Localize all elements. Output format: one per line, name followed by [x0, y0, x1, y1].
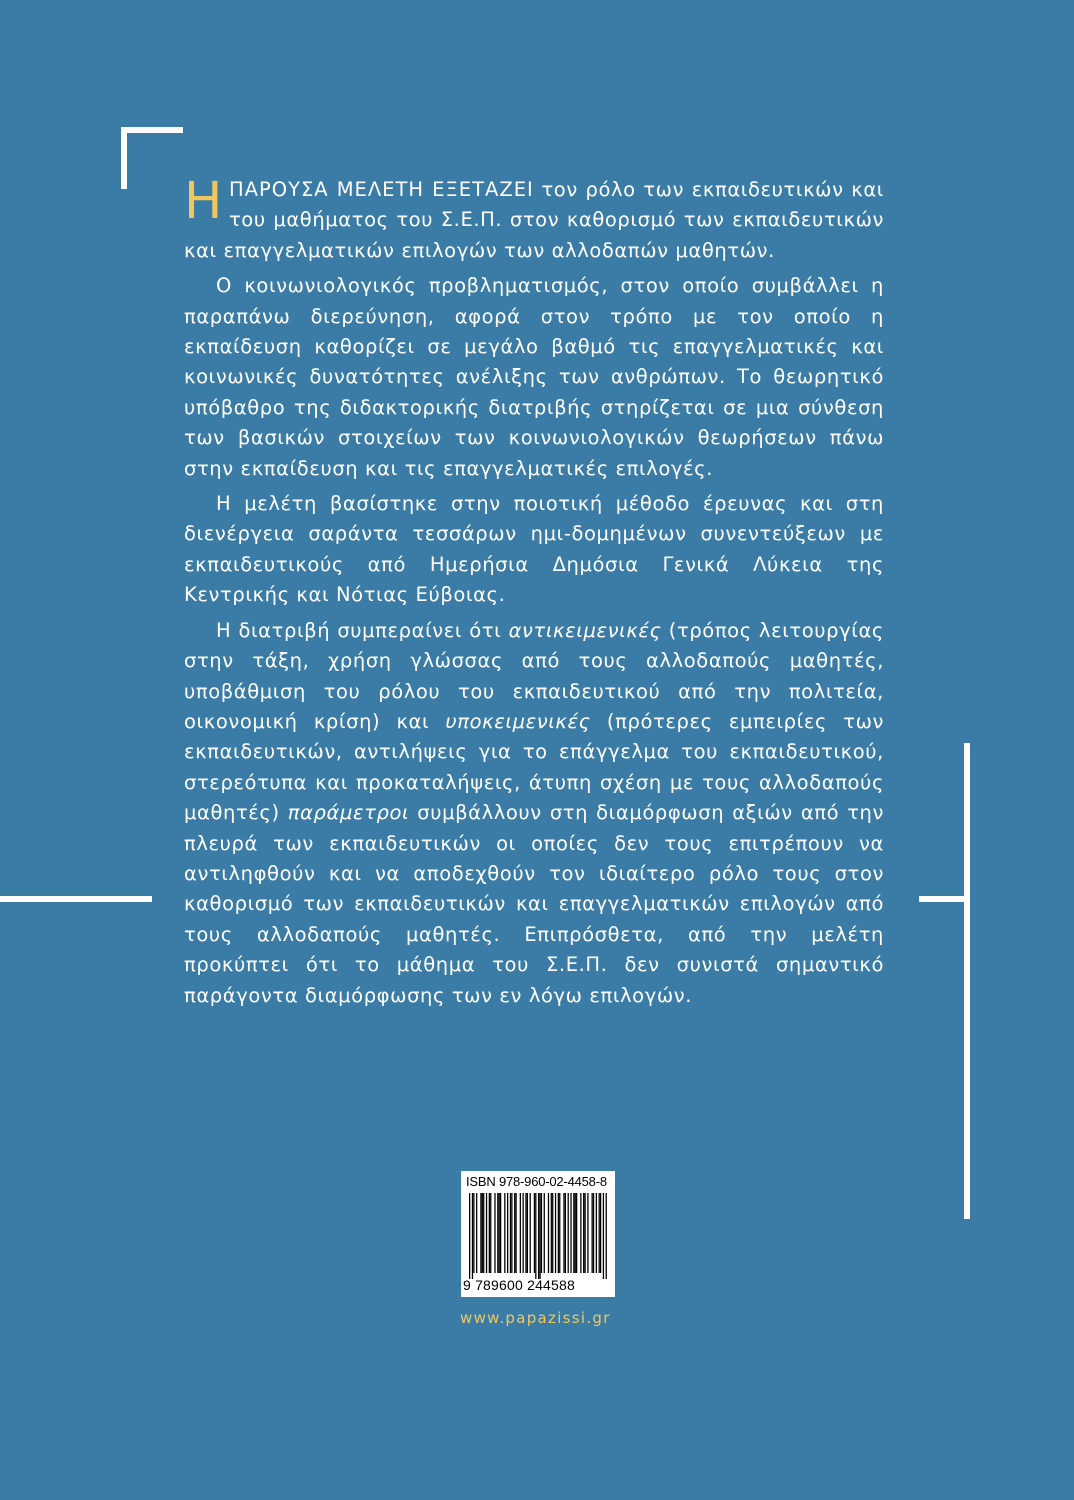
barcode-bar: [559, 1193, 560, 1273]
barcode-bar: [469, 1193, 470, 1279]
barcode-bar: [482, 1193, 483, 1273]
barcode-bar: [573, 1193, 574, 1273]
barcode-digits: 9 789600 244588: [463, 1277, 575, 1293]
barcode-bar: [534, 1193, 535, 1273]
barcode-bar: [507, 1193, 508, 1273]
barcode-bar: [489, 1193, 490, 1273]
barcode-bar: [544, 1193, 545, 1273]
drop-cap: Η: [184, 172, 223, 231]
intro-rest: τον ρόλο των εκπαιδευτικών και του μαθήματος του Σ.Ε.Π. στον καθορισμό των εκπαιδευτικών και επαγγελματικών επιλογών των αλλοδαπών μαθητών.: [184, 178, 884, 262]
barcode-bar: [490, 1193, 491, 1273]
back-cover-text: [184, 172, 884, 1016]
barcode-bar: [575, 1193, 576, 1273]
corner-bracket-left: [121, 127, 127, 189]
p4-italic-parameters: παράμετροι: [287, 801, 410, 825]
barcode-bar: [555, 1193, 556, 1273]
barcode-bar: [580, 1193, 581, 1273]
barcode-bar: [520, 1193, 521, 1273]
barcode-bar: [523, 1193, 524, 1273]
publisher-website: www.papazissi.gr: [460, 1309, 611, 1327]
paragraph-2: Ο κοινωνιολογικός προβληματισμός, στον οποίο συμβάλλει η παραπάνω διερεύνηση, αφορά στον τρόπο με τον οποίο η εκπαίδευση καθορίζει σε μεγάλο βαθμό τις επαγγελματικές και κοινωνικές δυνατότητες ανέλιξης των ανθρώπων. Το θεωρητικό υπόβαθρο της διδακτορικής διατριβής στηρίζεται σε μια σύνθεση των βασικών στοιχείων των κοινωνιολογικών θεωρήσεων πάνω στην εκπαίδευση και τις επαγγελματικές επιλογές.: [184, 274, 884, 480]
intro-paragraph: [184, 172, 884, 266]
barcode-bar: [499, 1193, 500, 1273]
barcode-bar: [552, 1193, 553, 1273]
paragraph-3: Η μελέτη βασίστηκε στην ποιοτική μέθοδο έρευνας και στη διενέργεια σαράντα τεσσάρων ημι-δομημένων συνεντεύξεων με εκπαιδευτικούς από Ημερήσια Δημόσια Γενικά Λύκεια της Κεντρικής και Νότιας Εύβοιας.: [184, 492, 884, 607]
isbn-label: ISBN 978-960-02-4458-8: [466, 1174, 607, 1189]
barcode-bar: [541, 1193, 542, 1273]
barcode-bar: [472, 1193, 473, 1279]
barcode-bar: [483, 1193, 484, 1273]
barcode-bar: [593, 1193, 594, 1273]
barcode-bar: [596, 1193, 597, 1273]
p4-italic-objective: αντικειμενικές: [508, 618, 662, 642]
barcode-bar: [539, 1193, 540, 1279]
barcode-bar: [538, 1193, 539, 1279]
barcode-bar: [592, 1193, 593, 1273]
barcode-bar: [497, 1193, 498, 1273]
barcode-bar: [515, 1193, 516, 1273]
barcode-bar: [510, 1193, 511, 1273]
barcode-bars: [469, 1193, 607, 1279]
left-decorative-line: [0, 896, 152, 902]
barcode-bar: [476, 1193, 477, 1273]
barcode-bar: [599, 1193, 600, 1273]
barcode-bar: [565, 1193, 566, 1273]
p4-text-a: Η διατριβή συμπεραίνει ότι: [216, 618, 509, 642]
barcode-bar: [527, 1193, 528, 1273]
barcode-bar: [504, 1193, 505, 1273]
barcode-bar: [584, 1193, 585, 1273]
barcode-bar: [480, 1193, 481, 1273]
barcode-bar: [606, 1193, 607, 1279]
barcode-bar: [535, 1193, 536, 1279]
barcode-bar: [570, 1193, 571, 1273]
barcode-bar: [511, 1193, 512, 1273]
intro-caps: ΠΑΡΟΥΣΑ ΜΕΛΕΤΗ ΕΞΕΤΑΖΕΙ: [228, 178, 534, 201]
corner-bracket-top: [121, 127, 183, 133]
barcode-bar: [587, 1193, 588, 1273]
barcode-bar: [486, 1193, 487, 1273]
barcode-bar: [568, 1193, 569, 1273]
barcode-bar: [500, 1193, 501, 1273]
barcode-bar: [551, 1193, 552, 1273]
barcode-bar: [600, 1193, 601, 1273]
paragraph-4: [184, 616, 884, 1011]
barcode-bar: [576, 1193, 577, 1273]
barcode-bar: [530, 1193, 531, 1273]
barcode-bar: [514, 1193, 515, 1273]
barcode-bar: [473, 1193, 474, 1273]
right-vertical-line: [964, 743, 970, 1219]
barcode-bar: [525, 1193, 526, 1273]
p4-text-g: συμβάλλουν στη διαμόρφωση αξιών από την πλευρά των εκπαιδευτικών οι οποίες δεν τους επιτρέπουν να αντιληφθούν και να αποδεχθούν τον ιδιαίτερο ρόλο τους στον καθορισμό των εκπαιδευτικών και επαγγελματικών επιλογών από τους αλλοδαπούς μαθητές. Επιπρόσθετα, από την μελέτη προκύπτει ότι το μάθημα του Σ.Ε.Π. δεν συνιστά σημαντικό παράγοντα διαμόρφωσης των εν λόγω επιλογών.: [184, 801, 884, 1007]
barcode-bar: [494, 1193, 495, 1273]
barcode-bar: [583, 1193, 584, 1273]
isbn-barcode: [461, 1171, 615, 1297]
p4-italic-subjective: υποκειμενικές: [445, 709, 591, 733]
barcode-bar: [603, 1193, 604, 1279]
barcode-bar: [558, 1193, 559, 1273]
right-horizontal-line: [919, 896, 970, 902]
p4-text-c: (τρόπος λειτουργίας στην τάξη, χρήση γλώσσας από τους αλλοδαπούς μαθητές, υποβάθμιση του ρόλου του εκπαιδευτικού από την πολιτεία, οικονομική κρίση) και: [184, 618, 884, 733]
p4-text-e: (πρότερες εμπειρίες των εκπαιδευτικών, αντιλήψεις για το επάγγελμα του εκπαιδευτικού, στερεότυπα και προκαταλήψεις, άτυπη σχέση με τους αλλοδαπούς μαθητές): [184, 709, 884, 825]
barcode-bar: [563, 1193, 564, 1273]
barcode-bar: [548, 1193, 549, 1273]
